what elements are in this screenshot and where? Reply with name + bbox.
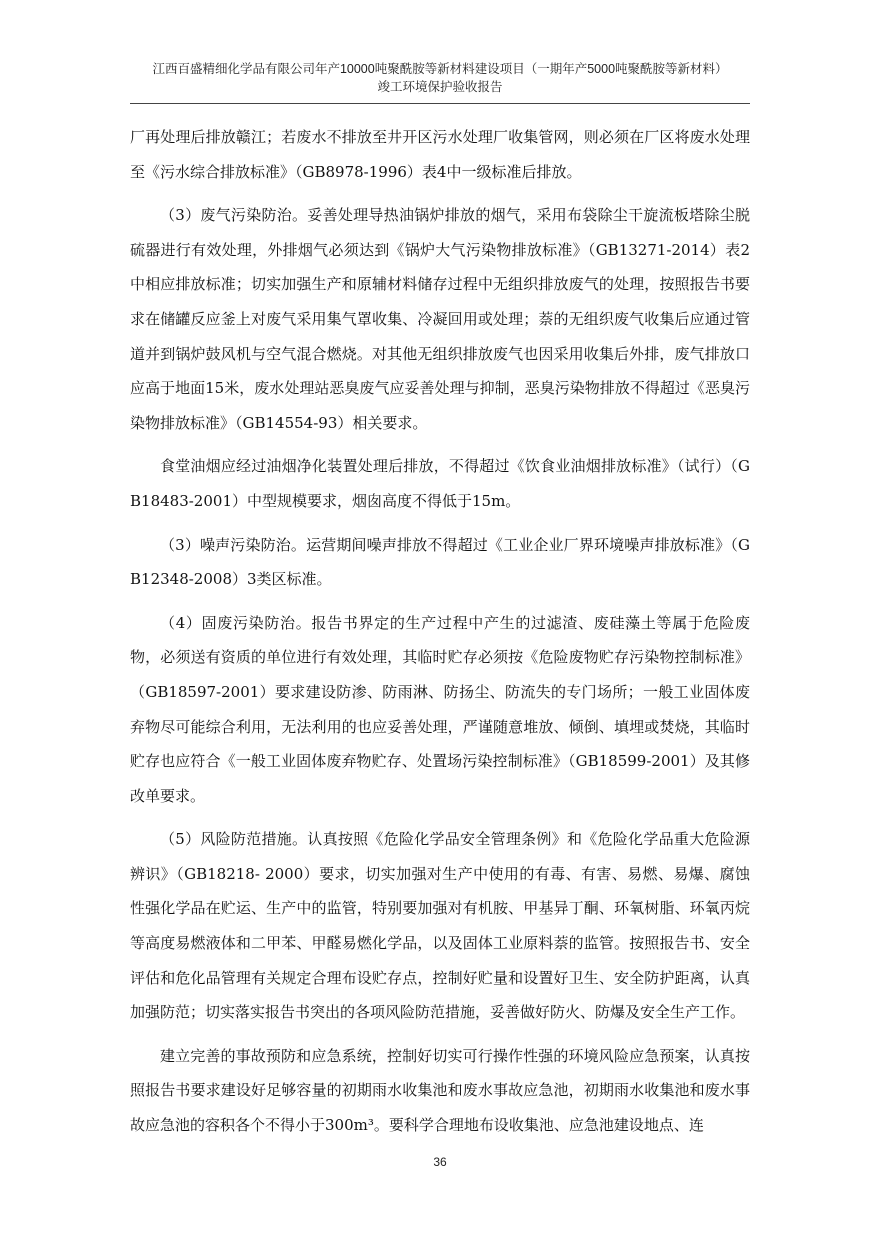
paragraph-emergency-system: 建立完善的事故预防和应急系统，控制好切实可行操作性强的环境风险应急预案，认真按照报告书要求建设好足够容量的初期雨水收集池和废水事故应急池，初期雨水收集池和废水事故应急池的容积各个不得小于300m³。要科学合理地布设收集池、应急池建设地点、连	[130, 1046, 750, 1135]
page-number: 36	[433, 1155, 447, 1169]
paragraph-cooking-fumes: 食堂油烟应经过油烟净化装置处理后排放，不得超过《饮食业油烟排放标准》（试行）（GB18483-2001）中型规模要求，烟囱高度不得低于15m。	[130, 457, 750, 510]
paragraph-risk-prevention: （5）风险防范措施。认真按照《危险化学品安全管理条例》和《危险化学品重大危险源辨识》（GB18218- 2000）要求，切实加强对生产中使用的有毒、有害、易燃、易爆、腐蚀性强化学品在贮运、生产中的监管，特别要加强对有机胺、甲基异丁酮、环氧树脂、环氧丙烷等高度易燃液体和二甲苯、甲醛易燃化学品，以及固体工业原料萘的监管。按照报告书、安全评估和危化品管理有关规定合理布设贮存点，控制好贮量和设置好卫生、安全防护距离，认真加强防范；切实落实报告书突出的各项风险防范措施，妥善做好防火、防爆及安全生产工作。	[130, 830, 750, 1022]
paragraph-noise: （3）噪声污染防治。运营期间噪声排放不得超过《工业企业厂界环境噪声排放标准》（GB12348-2008）3类区标准。	[130, 535, 750, 589]
paragraph-wastewater-continuation: 厂再处理后排放赣江；若废水不排放至井开区污水处理厂收集管网，则必须在厂区将废水处理至《污水综合排放标准》（GB8978-1996）表4中一级标准后排放。	[130, 128, 750, 181]
body-text	[130, 120, 750, 1152]
paragraph-solid-waste: （4）固废污染防治。报告书界定的生产过程中产生的过滤渣、废硅藻土等属于危险废物，必须送有资质的单位进行有效处理，其临时贮存必须按《危险废物贮存污染物控制标准》（GB18597-2001）要求建设防渗、防雨淋、防扬尘、防流失的专门场所；一般工业固体废弃物尽可能综合利用，无法利用的也应妥善处理，严谨随意堆放、倾倒、填埋或焚烧，其临时贮存也应符合《一般工业固体废弃物贮存、处置场污染控制标准》（GB18599-2001）及其修改单要求。	[130, 613, 750, 805]
header-report-title: 竣工环境保护验收报告	[377, 80, 503, 94]
paragraph-exhaust-gas: （3）废气污染防治。妥善处理导热油锅炉排放的烟气，采用布袋除尘干旋流板塔除尘脱硫器进行有效处理，外排烟气必须达到《锅炉大气污染物排放标准》（GB13271-2014）表2中相应排放标准；切实加强生产和原辅材料储存过程中无组织排放废气的处理，按照报告书要求在储罐反应釜上对废气采用集气罩收集、冷凝回用或处理；萘的无组织废气收集后应通过管道并到锅炉鼓风机与空气混合燃烧。对其他无组织排放废气也因采用收集后外排，废气排放口应高于地面15米，废水处理站恶臭废气应妥善处理与抑制，恶臭污染物排放不得超过《恶臭污染物排放标准》（GB14554-93）相关要求。	[130, 206, 750, 432]
header-divider	[130, 103, 750, 104]
header-project-title: 江西百盛精细化学品有限公司年产10000吨聚酰胺等新材料建设项目（一期年产5000吨聚酰胺等新材料）	[152, 62, 728, 76]
running-header	[80, 60, 800, 96]
